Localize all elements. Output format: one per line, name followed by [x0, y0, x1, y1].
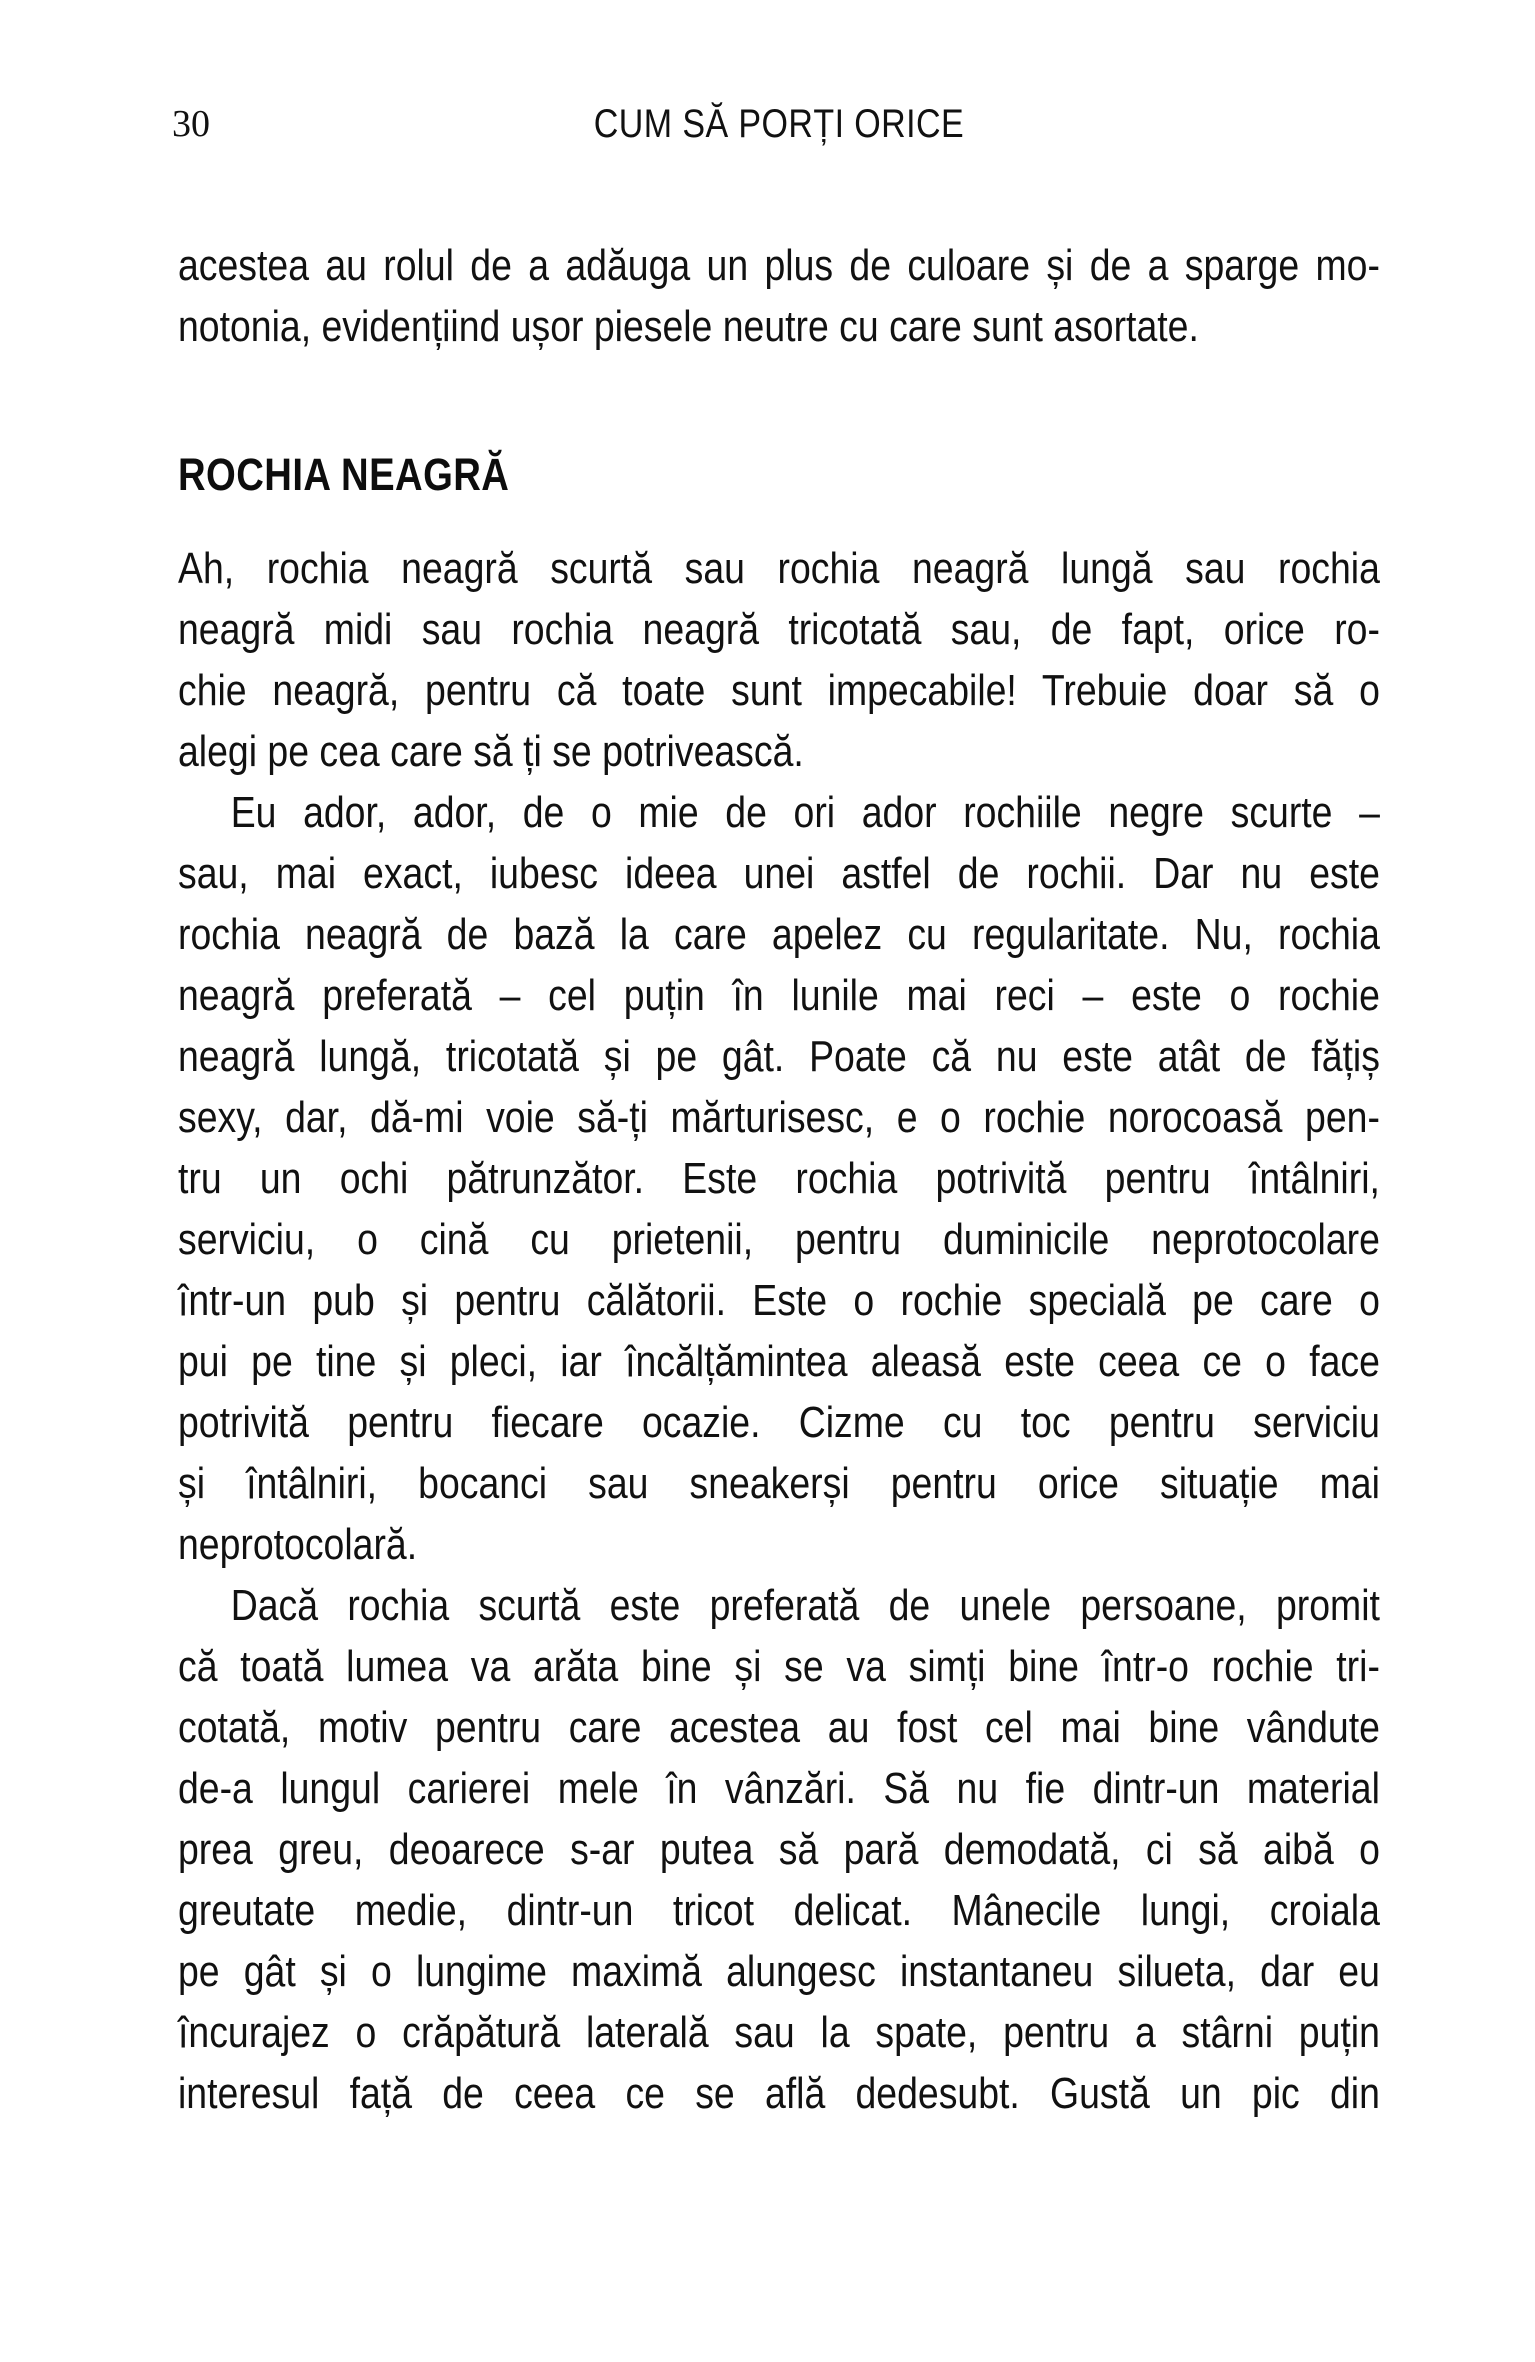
section-heading: ROCHIA NEAGRĂ	[178, 449, 510, 500]
text-line: prea greu, deoarece s-ar putea să pară demodată, ci să aibă o	[178, 1825, 1380, 1874]
text-line: de-a lungul carierei mele în vânzări. Să nu fie dintr-un material	[178, 1764, 1380, 1813]
text-line: Ah, rochia neagră scurtă sau rochia neagră lungă sau rochia	[178, 544, 1380, 593]
paragraph	[178, 538, 1380, 782]
text-line: alegi pe cea care să ți se potrivească.	[178, 727, 804, 776]
text-line: încurajez o crăpătură laterală sau la spate, pentru a stârni puțin	[178, 2008, 1380, 2057]
body-text	[178, 235, 1380, 2124]
text-line: sexy, dar, dă-mi voie să-ți mărturisesc, e o rochie norocoasă pen-	[178, 1093, 1380, 1142]
text-line: și întâlniri, bocanci sau sneakerși pentru orice situație mai	[178, 1459, 1380, 1508]
paragraph	[178, 235, 1380, 357]
text-line: notonia, evidențiind ușor piesele neutre cu care sunt asortate.	[178, 302, 1199, 351]
text-line: tru un ochi pătrunzător. Este rochia potrivită pentru întâlniri,	[178, 1154, 1380, 1203]
text-line: potrivită pentru fiecare ocazie. Cizme cu toc pentru serviciu	[178, 1398, 1380, 1447]
paragraph	[178, 782, 1380, 1575]
text-line: neagră midi sau rochia neagră tricotată sau, de fapt, orice ro-	[178, 605, 1380, 654]
text-line: greutate medie, dintr-un tricot delicat. Mânecile lungi, croiala	[178, 1886, 1380, 1935]
text-line: interesul față de ceea ce se află dedesubt. Gustă un pic din	[178, 2069, 1380, 2118]
text-line: serviciu, o cină cu prietenii, pentru duminicile neprotocolare	[178, 1215, 1380, 1264]
paragraph	[178, 1575, 1380, 2124]
text-line: pe gât și o lungime maximă alungesc instantaneu silueta, dar eu	[178, 1947, 1380, 1996]
text-line: rochia neagră de bază la care apelez cu regularitate. Nu, rochia	[178, 910, 1380, 959]
text-line: neprotocolară.	[178, 1520, 418, 1569]
text-line: neagră preferată – cel puțin în lunile mai reci – este o rochie	[178, 971, 1380, 1020]
text-line: într-un pub și pentru călătorii. Este o rochie specială pe care o	[178, 1276, 1380, 1325]
text-line: sau, mai exact, iubesc ideea unei astfel de rochii. Dar nu este	[178, 849, 1380, 898]
text-line: Dacă rochia scurtă este preferată de unele persoane, promit	[230, 1581, 1380, 1630]
text-line: că toată lumea va arăta bine și se va simți bine într-o rochie tri-	[178, 1642, 1380, 1691]
text-line: acestea au rolul de a adăuga un plus de culoare și de a sparge mo-	[178, 241, 1380, 290]
text-line: neagră lungă, tricotată și pe gât. Poate că nu este atât de fățiș	[178, 1032, 1380, 1081]
text-line: pui pe tine și pleci, iar încălțămintea aleasă este ceea ce o face	[178, 1337, 1380, 1386]
running-header-title: CUM SĂ PORȚI ORICE	[593, 102, 965, 146]
text-line: chie neagră, pentru că toate sunt impecabile! Trebuie doar să o	[178, 666, 1380, 715]
page-number: 30	[172, 103, 210, 145]
text-line: cotată, motiv pentru care acestea au fost cel mai bine vândute	[178, 1703, 1380, 1752]
text-line: Eu ador, ador, de o mie de ori ador rochiile negre scurte –	[230, 788, 1380, 837]
